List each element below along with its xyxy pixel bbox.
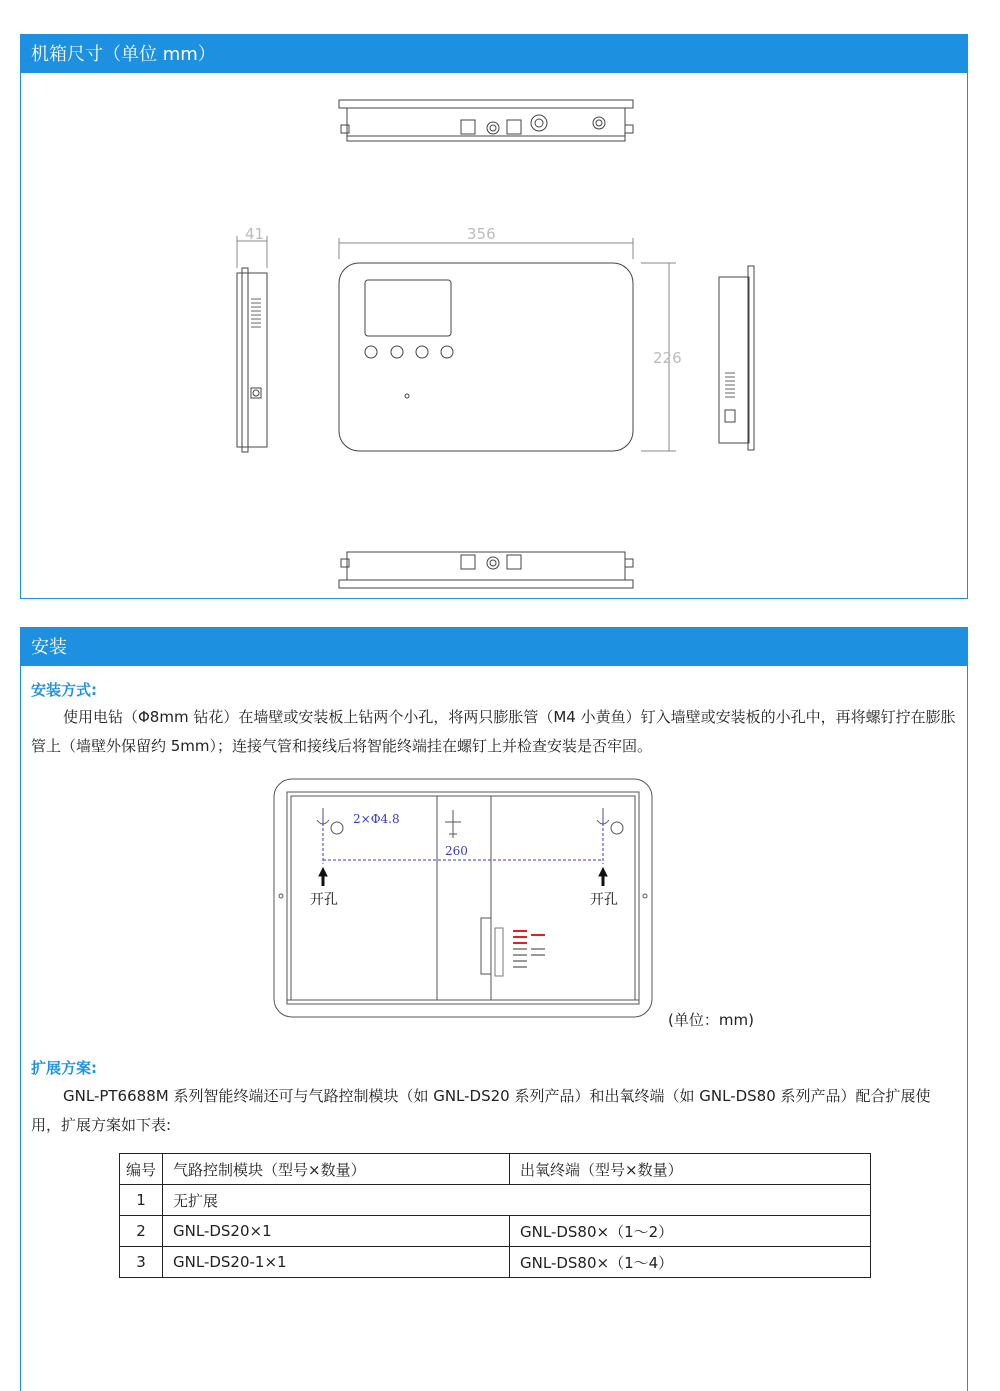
installation-title: 安装 — [21, 628, 967, 666]
hole-label-left: 开孔 — [310, 892, 338, 908]
table-header-row — [120, 1154, 871, 1185]
dimensions-title: 机箱尺寸（单位 mm） — [21, 35, 967, 73]
dimensions-section — [20, 34, 968, 599]
front-view — [339, 263, 633, 451]
cell-module: GNL-DS20-1×1 — [163, 1247, 510, 1278]
width-dimension-label: 356 — [467, 225, 496, 243]
hole-spec-label: 2×Φ4.8 — [353, 812, 400, 826]
unit-note: (单位：mm) — [668, 1011, 754, 1029]
cell-no: 1 — [120, 1185, 163, 1216]
install-method-heading: 安装方式: — [31, 681, 97, 699]
mounting-hole-diagram — [273, 778, 653, 1020]
table-row — [120, 1247, 871, 1278]
hole-spacing-label: 260 — [445, 844, 468, 858]
expansion-table — [119, 1153, 871, 1278]
terminal-block — [495, 928, 545, 976]
height-dimension-label: 226 — [653, 349, 682, 367]
cell-module: GNL-DS20×1 — [163, 1216, 510, 1247]
expansion-text: GNL-PT6688M 系列智能终端还可与气路控制模块（如 GNL-DS20 系列产品）和出氧终端（如 GNL-DS80 系列产品）配合扩展使用，扩展方案如下表: — [31, 1087, 931, 1134]
right-side-view — [719, 266, 754, 450]
expansion-heading: 扩展方案: — [31, 1059, 97, 1077]
header-terminal: 出氧终端（型号×数量） — [510, 1154, 871, 1185]
cell-no: 3 — [120, 1247, 163, 1278]
enclosure-drawing — [21, 73, 967, 598]
install-method-text: 使用电钻（Φ8mm 钻花）在墙壁或安装板上钻两个小孔，将两只膨胀管（M4 小黄鱼）钉入墙壁或安装板的小孔中，再将螺钉拧在膨胀管上（墙壁外保留约 5mm）；连接气管和接线后将智能终端挂在螺钉上并检查安装是否牢固。 — [31, 708, 956, 755]
header-module: 气路控制模块（型号×数量） — [163, 1154, 510, 1185]
header-no: 编号 — [120, 1154, 163, 1185]
top-view — [339, 100, 633, 141]
cell-terminal: GNL-DS80×（1～4） — [510, 1247, 871, 1278]
cell-no: 2 — [120, 1216, 163, 1247]
hole-label-right: 开孔 — [590, 892, 618, 908]
table-row — [120, 1185, 871, 1216]
depth-dimension-label: 41 — [245, 225, 265, 243]
cell-terminal: GNL-DS80×（1～2） — [510, 1216, 871, 1247]
left-side-view — [237, 268, 267, 452]
installation-section — [20, 627, 968, 1391]
cell-module: 无扩展 — [163, 1185, 871, 1216]
bottom-view — [339, 552, 633, 588]
table-row — [120, 1216, 871, 1247]
